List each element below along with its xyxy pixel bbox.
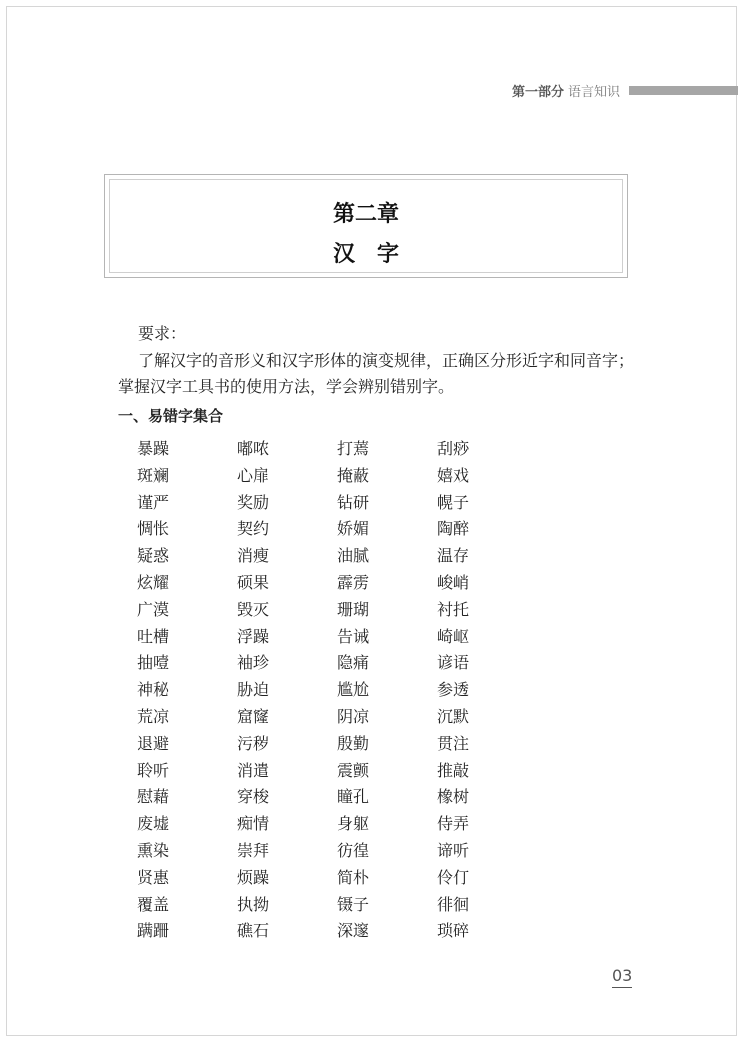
- word-item: 烦躁: [237, 867, 270, 887]
- word-item: 简朴: [337, 867, 370, 887]
- word-item: 身躯: [337, 814, 370, 834]
- word-item: 吐槽: [137, 626, 170, 646]
- word-item: 琐碎: [437, 921, 470, 941]
- word-item: 消遣: [237, 760, 270, 780]
- word-item: 崇拜: [237, 840, 270, 860]
- chapter-title: 汉字: [332, 241, 421, 267]
- word-item: 神秘: [137, 680, 170, 700]
- word-item: 广漠: [137, 599, 170, 619]
- word-item: 幌子: [437, 492, 470, 512]
- word-item: 慰藉: [137, 787, 170, 807]
- word-item: 污秽: [237, 733, 270, 753]
- word-item: 钻研: [337, 492, 370, 512]
- word-item: 刮痧: [437, 439, 470, 458]
- word-item: 谨严: [137, 492, 170, 512]
- page-number-underline: [612, 987, 632, 988]
- requirements-text: 了解汉字的音形义和汉字形体的演变规律，正确区分形近字和同音字；掌握汉字工具书的使用方法，学会辨别错别字。: [118, 351, 635, 396]
- word-item: 殷勤: [337, 733, 370, 753]
- word-item: 伶仃: [437, 867, 470, 887]
- header-section: 语言知识: [568, 84, 621, 100]
- word-item: 袖珍: [237, 653, 270, 673]
- word-row: [137, 838, 537, 865]
- word-item: 荒凉: [137, 706, 170, 726]
- word-item: 谛听: [437, 840, 470, 860]
- word-item: 嬉戏: [437, 465, 470, 485]
- word-item: 谚语: [437, 653, 470, 673]
- word-item: 退避: [137, 733, 170, 753]
- word-item: 尴尬: [337, 680, 370, 700]
- word-item: 疑惑: [137, 546, 170, 566]
- word-row: [137, 677, 537, 704]
- word-row: [137, 570, 537, 597]
- word-item: 暴躁: [137, 439, 170, 458]
- word-item: 浮躁: [237, 626, 270, 646]
- word-item: 彷徨: [337, 840, 370, 860]
- word-row: [137, 516, 537, 543]
- word-item: 衬托: [437, 599, 470, 619]
- section-heading: 一、易错字集合: [118, 407, 224, 425]
- word-grid: [137, 436, 537, 945]
- word-row: [137, 784, 537, 811]
- word-item: 侍弄: [437, 814, 470, 834]
- word-item: 瞳孔: [337, 787, 370, 807]
- word-row: [137, 811, 537, 838]
- word-item: 消瘦: [237, 546, 270, 566]
- word-item: 痴情: [237, 814, 270, 834]
- word-item: 打蔫: [337, 439, 370, 458]
- word-item: 徘徊: [437, 894, 470, 914]
- word-item: 抽噎: [137, 653, 170, 673]
- word-row: [137, 624, 537, 651]
- word-item: 阴凉: [337, 706, 370, 726]
- word-item: 心扉: [237, 465, 270, 485]
- word-item: 崎岖: [437, 626, 470, 646]
- word-row: [137, 650, 537, 677]
- word-item: 贯注: [437, 733, 470, 753]
- word-item: 参透: [437, 680, 470, 700]
- word-row: [137, 490, 537, 517]
- word-item: 毁灭: [237, 599, 270, 619]
- word-item: 契约: [237, 519, 270, 539]
- header-bar: [629, 86, 738, 95]
- word-item: 温存: [437, 546, 470, 566]
- word-item: 废墟: [137, 814, 170, 834]
- word-item: 贤惠: [137, 867, 170, 887]
- word-row: [137, 918, 537, 945]
- chapter-number: 第二章: [332, 201, 399, 227]
- word-item: 胁迫: [237, 680, 270, 700]
- word-item: 炫耀: [137, 572, 170, 592]
- word-row: [137, 436, 537, 463]
- word-row: [137, 892, 537, 919]
- word-row: [137, 463, 537, 490]
- word-item: 穿梭: [237, 787, 270, 807]
- word-item: 聆听: [137, 760, 170, 780]
- word-item: 沉默: [437, 706, 470, 726]
- word-item: 镊子: [337, 894, 370, 914]
- word-item: 窟窿: [237, 706, 270, 726]
- word-item: 嘟哝: [237, 439, 270, 458]
- word-item: 霹雳: [337, 572, 370, 592]
- word-item: 推敲: [437, 760, 470, 780]
- word-item: 奖励: [237, 492, 270, 512]
- chapter-box-inner-top-rule: [109, 179, 623, 180]
- word-item: 硕果: [237, 572, 270, 592]
- page-number: 03: [612, 966, 633, 985]
- word-item: 油腻: [337, 546, 370, 566]
- word-item: 惆怅: [137, 519, 170, 539]
- word-item: 深邃: [337, 921, 370, 941]
- requirements-label: 要求：: [138, 324, 187, 343]
- word-item: 橡树: [437, 787, 470, 807]
- word-row: [137, 865, 537, 892]
- word-row: [137, 731, 537, 758]
- chapter-title-box: [104, 174, 628, 278]
- word-row: [137, 758, 537, 785]
- word-item: 礁石: [237, 921, 270, 941]
- running-header: [470, 80, 738, 100]
- word-item: 执拗: [237, 894, 270, 914]
- word-item: 覆盖: [137, 894, 170, 914]
- word-row: [137, 597, 537, 624]
- word-item: 峻峭: [437, 572, 470, 592]
- word-item: 珊瑚: [337, 599, 370, 619]
- header-part: 第一部分: [512, 84, 565, 100]
- word-item: 蹒跚: [137, 921, 170, 941]
- word-item: 震颤: [337, 760, 370, 780]
- word-item: 娇媚: [337, 519, 370, 539]
- word-row: [137, 704, 537, 731]
- word-item: 陶醉: [437, 519, 470, 539]
- word-item: 熏染: [137, 840, 170, 860]
- word-item: 隐痛: [337, 653, 370, 673]
- word-item: 掩蔽: [337, 465, 370, 485]
- word-item: 斑斓: [137, 465, 170, 485]
- word-row: [137, 543, 537, 570]
- word-item: 告诫: [337, 626, 370, 646]
